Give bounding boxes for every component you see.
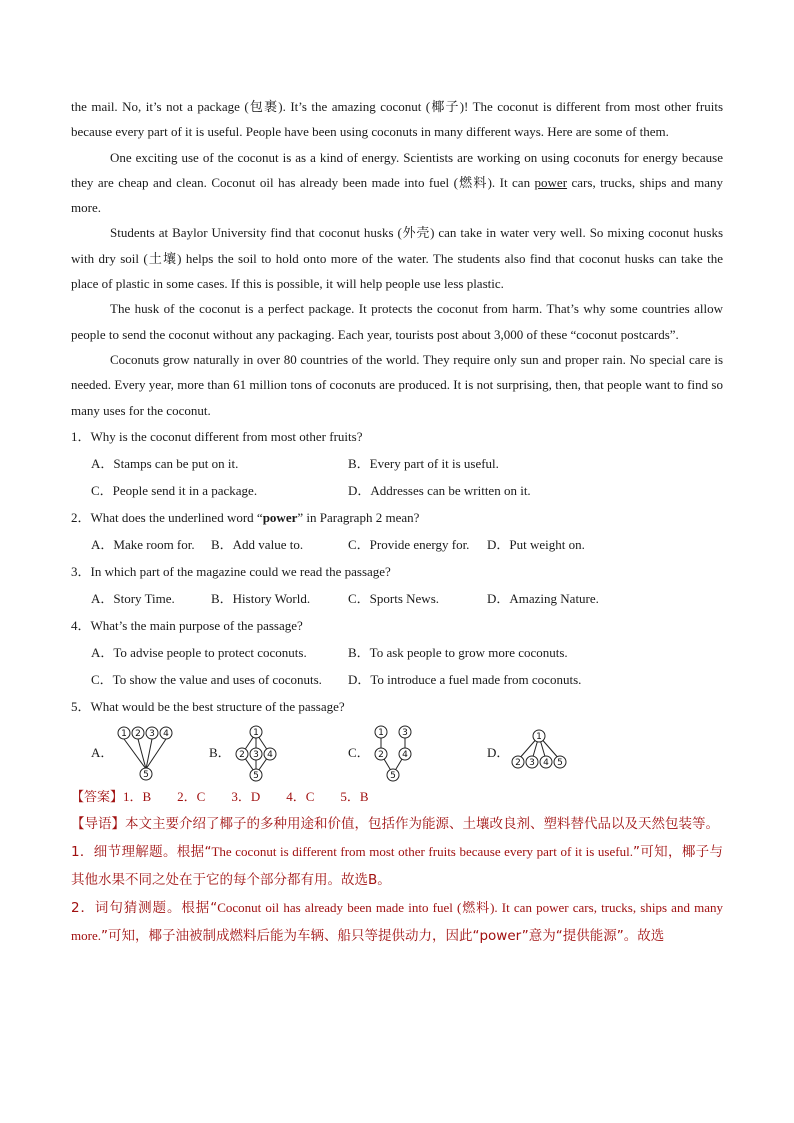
svg-text:1: 1: [253, 727, 259, 738]
question-1-options-2: [71, 477, 723, 504]
paragraph-5: Coconuts grow naturally in over 80 countries of the world. They require only sun and proper rain. No special care is needed. Every year, more than 61 million tons of coconuts are produced. It is not surprising, then, that people want to find so many uses for the coconut.: [71, 351, 723, 418]
option-1a: A．Stamps can be put on it.: [91, 455, 239, 471]
explanation-1-tail: ”可知，椰子与其他水果不同之处在于它的每个部分都有用。故选B。: [71, 843, 724, 888]
paragraph-2-text: One exciting use of the coconut is as a kind of energy. Scientists are working on using coconuts for energy because they are cheap and clean. Coconut oil has already been made into fuel (燃料). It can: [71, 149, 723, 190]
question-3: 3．In which part of the magazine could we read the passage?: [71, 563, 391, 579]
question-5: 5．What would be the best structure of the passage?: [71, 698, 345, 714]
option-3a: A．Story Time.: [91, 590, 175, 606]
explanation-1-lead: 1．细节理解题。根据“: [71, 843, 212, 860]
explanation-1-quote: The coconut is different from most other fruits because every part of it is useful.: [211, 843, 633, 859]
svg-text:4: 4: [543, 757, 549, 768]
svg-text:2: 2: [378, 749, 384, 760]
svg-text:2: 2: [239, 749, 245, 760]
guide-text: 【导语】本文主要介绍了椰子的多种用途和价值，包括作为能源、土壤改良剂、塑料替代品以及天然包装等。: [71, 815, 719, 832]
question-1: 1．Why is the coconut different from most other fruits?: [71, 428, 363, 444]
explanation-1: [71, 838, 723, 894]
svg-text:4: 4: [163, 728, 169, 739]
option-4d: D．To introduce a fuel made from coconuts.: [348, 671, 582, 687]
svg-text:1: 1: [121, 728, 127, 739]
svg-text:3: 3: [253, 749, 259, 760]
option-3d: D．Amazing Nature.: [487, 590, 599, 606]
paragraph-1: the mail. No, it’s not a package (包裹). It’s the amazing coconut (椰子)! The coconut is different from most other fruits because every part of it is useful. People have been using coconuts in many different ways. Here are some of them.: [71, 99, 723, 140]
paragraph-2: [71, 145, 723, 221]
svg-text:1: 1: [378, 727, 384, 738]
option-2a: A．Make room for.: [91, 536, 195, 552]
explanation-2-lead: 2．词句猜测题。根据“: [71, 899, 218, 916]
option-4b: B．To ask people to grow more coconuts.: [348, 644, 568, 660]
option-5a: A．: [91, 744, 114, 760]
svg-text:3: 3: [529, 757, 535, 768]
svg-text:3: 3: [149, 728, 155, 739]
svg-text:4: 4: [267, 749, 273, 760]
question-1-options: [71, 450, 723, 477]
question-4-options-2: [71, 666, 723, 693]
svg-text:5: 5: [143, 769, 149, 780]
option-5b: B．: [209, 744, 231, 760]
option-1b: B．Every part of it is useful.: [348, 455, 499, 471]
option-2b: B．Add value to.: [211, 536, 304, 552]
option-4c: C．To show the value and uses of coconuts.: [91, 671, 322, 687]
structure-diagram-a: [116, 724, 186, 782]
paragraph-4: The husk of the coconut is a perfect package. It protects the coconut from harm. That’s why some countries allow people to send the coconut without any packaging. Each year, tourists post about 3,000 of these “coconut postcards”.: [71, 301, 723, 342]
option-5c: C．: [348, 744, 370, 760]
option-2c: C．Provide energy for.: [348, 536, 470, 552]
answer-line: 【答案】1．B 2．C 3．D 4．C 5．B: [71, 788, 369, 804]
option-2d: D．Put weight on.: [487, 536, 585, 552]
document-page: [71, 94, 723, 950]
option-4a: A．To advise people to protect coconuts.: [91, 644, 307, 660]
svg-text:2: 2: [135, 728, 141, 739]
question-3-options: [71, 585, 723, 612]
option-1d: D．Addresses can be written on it.: [348, 482, 531, 498]
paragraph-3: Students at Baylor University find that coconut husks (外壳) can take in water very well. So mixing coconut husks with dry soil (土壤) helps the soil to hold onto more of the water. The students also find that coconut husks can take the place of plastic in some cases. If this is possible, it will help people use less plastic.: [71, 225, 723, 292]
option-3b: B．History World.: [211, 590, 311, 606]
explanation-2-tail: ”可知，椰子油被制成燃料后能为车辆、船只等提供动力，因此“power”意为“提供能源”。故选: [100, 927, 665, 944]
question-2: [71, 504, 723, 531]
question-2-text-end: ” in Paragraph 2 mean?: [297, 509, 420, 525]
option-1c: C．People send it in a package.: [91, 482, 258, 498]
explanation-2-quote: Coconut oil has already been made into fuel (燃料). It can power cars, trucks, ships and many more.: [71, 899, 723, 943]
question-4: 4．What’s the main purpose of the passage?: [71, 617, 303, 633]
structure-diagram-b: [231, 724, 291, 782]
guide-paragraph: [71, 810, 723, 838]
svg-text:2: 2: [515, 757, 521, 768]
explanation-2: [71, 894, 723, 950]
svg-text:1: 1: [536, 731, 542, 742]
svg-text:3: 3: [402, 727, 408, 738]
svg-text:5: 5: [557, 757, 563, 768]
svg-text:5: 5: [390, 770, 396, 781]
svg-text:4: 4: [402, 749, 408, 760]
question-2-text: 2．What does the underlined word “: [71, 509, 263, 525]
question-2-options: [71, 531, 723, 558]
structure-diagram-c: [369, 724, 429, 782]
option-5d: D．: [487, 744, 510, 760]
question-4-options: [71, 639, 723, 666]
structure-diagrams: [71, 724, 723, 782]
underlined-word-power: power: [534, 174, 568, 190]
paragraph-2-text-end: cars, trucks, ships and many more.: [71, 174, 723, 216]
option-3c: C．Sports News.: [348, 590, 440, 606]
question-2-keyword: power: [262, 509, 298, 525]
structure-diagram-d: [509, 724, 579, 782]
svg-text:5: 5: [253, 770, 259, 781]
